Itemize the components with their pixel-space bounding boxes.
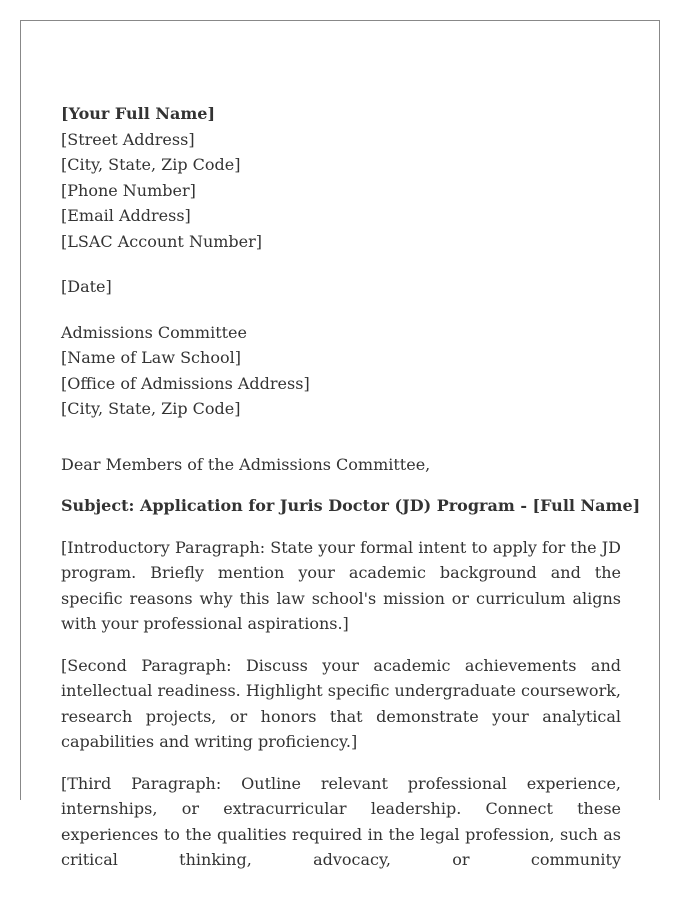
subject-line	[61, 493, 641, 519]
intro-paragraph: [Introductory Paragraph: State your formal intent to apply for the JD program. Briefly mention your academic background and the specific reasons why this law school's mission or curriculum aligns with your professional aspirations.]	[61, 537, 621, 633]
third-paragraph: [Third Paragraph: Outline relevant professional experience, internships, or extracurricular leadership. Connect these experiences to the qualities required in the legal profession, such as critical thinking, advocacy, or community	[61, 773, 621, 869]
letter-body	[61, 101, 641, 873]
letter-date: [Date]	[61, 277, 112, 296]
letter-page	[20, 20, 660, 869]
recipient-school: [Name of Law School]	[61, 348, 241, 367]
salutation-block	[61, 452, 621, 478]
sender-phone: [Phone Number]	[61, 180, 196, 200]
sender-city: [City, State, Zip Code]	[61, 155, 241, 174]
recipient-committee: Admissions Committee	[61, 322, 247, 342]
recipient-office: [Office of Admissions Address]	[61, 373, 310, 393]
sender-street: [Street Address]	[61, 129, 195, 149]
subject-text: Subject: Application for Juris Doctor (JD) Program - [Full Name]	[61, 496, 641, 515]
sender-name: [Your Full Name]	[61, 104, 216, 123]
second-paragraph: [Second Paragraph: Discuss your academic achievements and intellectual readiness. Highlight specific undergraduate coursework, research projects, or honors that demonstrate your analytical capabilities and writing proficiency.]	[61, 655, 621, 751]
date-block	[61, 274, 621, 300]
salutation: Dear Members of the Admissions Committee,	[61, 454, 431, 474]
sender-lsac: [LSAC Account Number]	[61, 231, 263, 251]
recipient-city: [City, State, Zip Code]	[61, 399, 241, 418]
recipient-block	[61, 320, 621, 422]
sender-block	[61, 101, 621, 254]
sender-email: [Email Address]	[61, 206, 191, 225]
